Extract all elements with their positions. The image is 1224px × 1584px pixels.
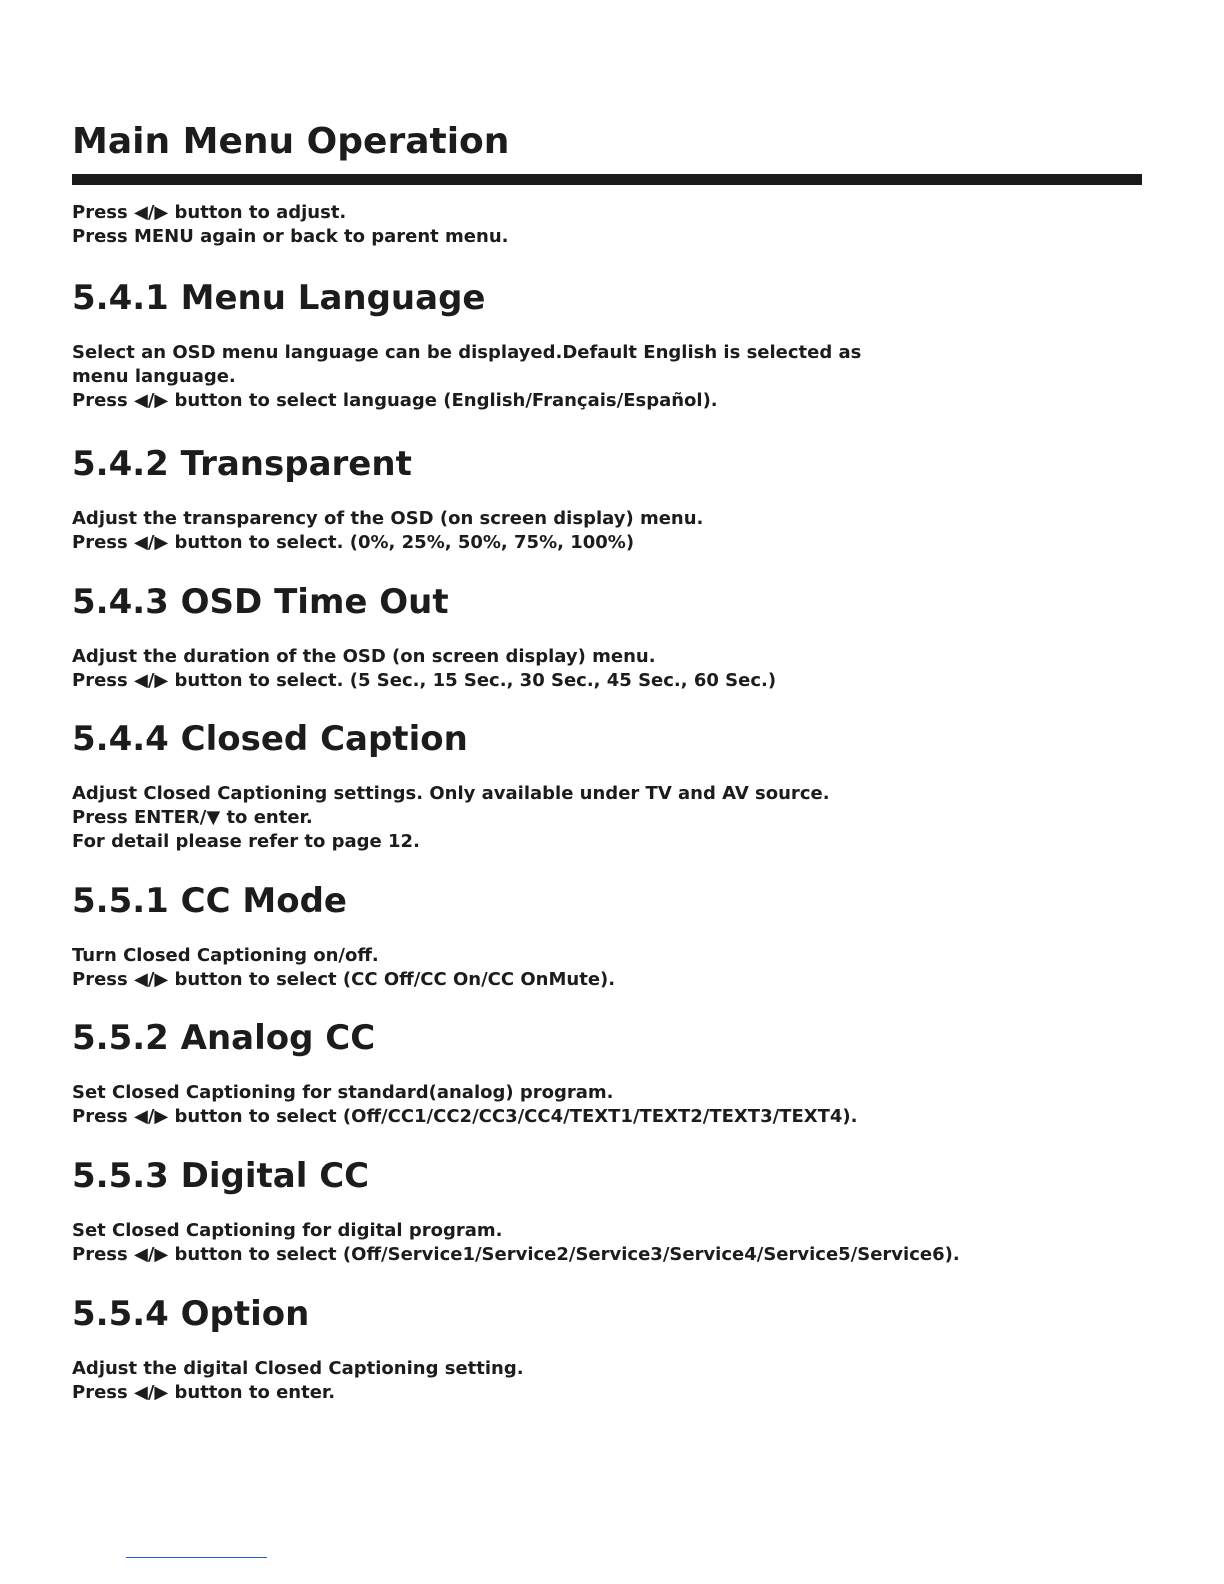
section-line: Adjust the digital Closed Captioning setting. xyxy=(72,1358,524,1379)
section-text xyxy=(72,1357,1152,1405)
section-line: Press ◀/▶ button to select. (5 Sec., 15 Sec., 30 Sec., 45 Sec., 60 Sec.) xyxy=(72,670,777,691)
section-line: Press ◀/▶ button to enter. xyxy=(72,1382,336,1403)
section-line: Turn Closed Captioning on/off. xyxy=(72,945,379,966)
section-line: Set Closed Captioning for standard(analog) program. xyxy=(72,1082,614,1103)
section-line: Set Closed Captioning for digital program. xyxy=(72,1220,503,1241)
section-line: Press ◀/▶ button to select (Off/Service1/Service2/Service3/Service4/Service5/Service6). xyxy=(72,1244,960,1265)
section-line: Press ◀/▶ button to select language (English/Français/Español). xyxy=(72,390,718,411)
intro-paragraph xyxy=(72,201,1152,249)
section-line: Adjust the transparency of the OSD (on screen display) menu. xyxy=(72,508,704,529)
section-text xyxy=(72,507,1152,555)
section-line: For detail please refer to page 12. xyxy=(72,831,420,852)
section-heading: 5.5.1 CC Mode xyxy=(72,881,347,921)
section-option xyxy=(72,1292,1152,1405)
section-text xyxy=(72,1219,1152,1267)
section-heading: 5.4.4 Closed Caption xyxy=(72,719,468,759)
section-analog-cc xyxy=(72,1016,1152,1129)
section-line: Select an OSD menu language can be displayed.Default English is selected as xyxy=(72,342,862,363)
intro-line: Press MENU again or back to parent menu. xyxy=(72,226,509,247)
section-heading: 5.5.3 Digital CC xyxy=(72,1156,370,1196)
section-heading: 5.5.2 Analog CC xyxy=(72,1018,376,1058)
section-text xyxy=(72,341,1152,413)
section-text xyxy=(72,1081,1152,1129)
intro-line: Press ◀/▶ button to adjust. xyxy=(72,202,347,223)
section-closed-caption xyxy=(72,717,1152,854)
section-line: Press ◀/▶ button to select. (0%, 25%, 50%, 75%, 100%) xyxy=(72,532,635,553)
section-menu-language xyxy=(72,276,1152,413)
section-line: Adjust the duration of the OSD (on screen display) menu. xyxy=(72,646,656,667)
section-osd-time-out xyxy=(72,580,1152,693)
section-transparent xyxy=(72,442,1152,555)
footer-underline xyxy=(126,1557,267,1558)
section-heading: 5.4.3 OSD Time Out xyxy=(72,582,449,622)
title-rule xyxy=(72,174,1142,185)
section-text xyxy=(72,782,1152,854)
section-heading: 5.4.1 Menu Language xyxy=(72,278,486,318)
section-heading: 5.5.4 Option xyxy=(72,1294,310,1334)
section-line: Press ENTER/▼ to enter. xyxy=(72,807,313,828)
page-title: Main Menu Operation xyxy=(72,121,510,162)
section-line: Adjust Closed Captioning settings. Only available under TV and AV source. xyxy=(72,783,830,804)
section-line: menu language. xyxy=(72,366,236,387)
section-line: Press ◀/▶ button to select (Off/CC1/CC2/CC3/CC4/TEXT1/TEXT2/TEXT3/TEXT4). xyxy=(72,1106,858,1127)
section-digital-cc xyxy=(72,1154,1152,1267)
section-cc-mode xyxy=(72,879,1152,992)
section-heading: 5.4.2 Transparent xyxy=(72,444,412,484)
section-text xyxy=(72,944,1152,992)
section-text xyxy=(72,645,1152,693)
section-line: Press ◀/▶ button to select (CC Off/CC On/CC OnMute). xyxy=(72,969,616,990)
